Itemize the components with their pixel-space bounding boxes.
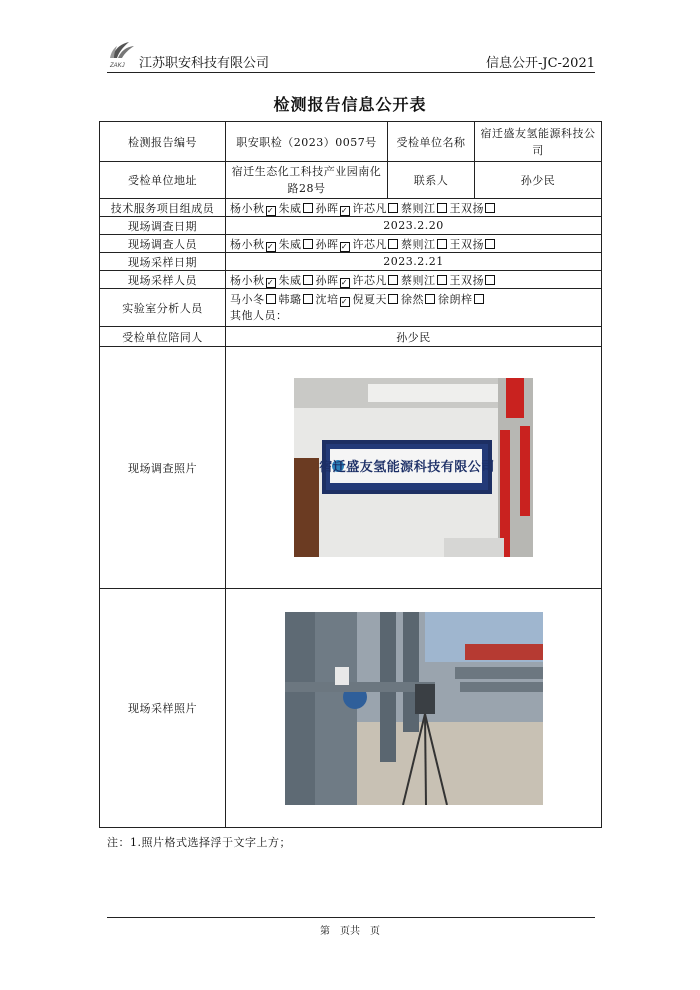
unchecked-box-icon [485,203,495,213]
staff-name: 倪夏天 [352,292,387,306]
escort-value: 孙少民 [226,327,602,347]
unchecked-box-icon [388,275,398,285]
staff-name: 杨小秋 [230,273,265,287]
unchecked-box-icon [485,239,495,249]
staff-name: 徐朗梓 [438,292,473,306]
escort-label: 受检单位陪同人 [100,327,226,347]
staff-name: 王双扬 [449,237,484,251]
sampling-photo-cell [226,589,602,828]
checked-box-icon: ✓ [340,205,349,215]
unchecked-box-icon [303,239,313,249]
staff-name: 朱威 [278,273,302,287]
unchecked-box-icon [388,239,398,249]
unchecked-box-icon [266,294,276,304]
checked-box-icon: ✓ [266,205,275,215]
unchecked-box-icon [474,294,484,304]
staff-name: 孙晖 [315,237,339,251]
lab-staff-list [230,292,597,308]
sampling-photo-label: 现场采样照片 [100,589,226,828]
client-name-label: 受检单位名称 [388,122,475,162]
staff-name: 杨小秋 [230,201,265,215]
staff-name: 蔡则江 [401,237,436,251]
staff-name: 许芯凡 [352,273,387,287]
survey-photo-cell [226,347,602,589]
team-label: 技术服务项目组成员 [100,199,226,217]
footer-divider [107,917,595,918]
staff-name: 孙晖 [315,273,339,287]
survey-photo-label: 现场调查照片 [100,347,226,589]
contact-label: 联系人 [388,162,475,199]
staff-name: 韩璐 [278,292,302,306]
staff-name: 徐然 [401,292,424,306]
unchecked-box-icon [303,203,313,213]
address-value: 宿迁生态化工科技产业园南化路28号 [226,162,388,199]
company-name: 江苏职安科技有限公司 [139,56,270,71]
team-members [226,199,602,217]
staff-name: 沈培 [315,292,339,306]
staff-name: 朱威 [278,237,302,251]
lab-staff [226,289,602,327]
unchecked-box-icon [437,275,447,285]
staff-name: 许芯凡 [352,237,387,251]
lab-label: 实验室分析人员 [100,289,226,327]
document-code: 信息公开-JC-2021 [485,56,595,71]
svg-text:ZAKJ: ZAKJ [110,63,125,69]
checked-box-icon: ✓ [266,277,275,287]
survey-date-label: 现场调查日期 [100,217,226,235]
staff-name: 蔡则江 [401,273,436,287]
staff-name: 马小冬 [230,292,265,306]
report-no-value: 职安职检（2023）0057号 [226,122,388,162]
page-header [107,34,595,72]
survey-photo [294,378,533,557]
sampling-date-label: 现场采样日期 [100,253,226,271]
staff-name: 王双扬 [449,273,484,287]
staff-name: 许芯凡 [352,201,387,215]
sampling-staff [226,271,602,289]
unchecked-box-icon [388,294,398,304]
checked-box-icon: ✓ [340,296,349,306]
report-no-label: 检测报告编号 [100,122,226,162]
survey-date-value: 2023.2.20 [226,217,602,235]
page-number: 第 页共 页 [320,926,380,937]
staff-name: 杨小秋 [230,237,265,251]
staff-name: 王双扬 [449,201,484,215]
sampling-staff-label: 现场采样人员 [100,271,226,289]
survey-staff [226,235,602,253]
info-table [99,121,602,828]
unchecked-box-icon [437,239,447,249]
checked-box-icon: ✓ [266,241,275,251]
staff-name: 孙晖 [315,201,339,215]
company-logo [107,34,137,70]
unchecked-box-icon [388,203,398,213]
header-divider [107,72,595,73]
staff-name: 蔡则江 [401,201,436,215]
sampling-photo [285,612,543,805]
checked-box-icon: ✓ [340,241,349,251]
contact-value: 孙少民 [475,162,602,199]
staff-name: 朱威 [278,201,302,215]
unchecked-box-icon [425,294,435,304]
unchecked-box-icon [437,203,447,213]
unchecked-box-icon [303,275,313,285]
footnote: 注：1.照片格式选择浮于文字上方； [107,836,291,849]
unchecked-box-icon [303,294,313,304]
client-name-value: 宿迁盛友氢能源科技公司 [475,122,602,162]
svg-text:宿迁盛友氢能源科技有限公司: 宿迁盛友氢能源科技有限公司 [319,460,495,475]
survey-staff-label: 现场调查人员 [100,235,226,253]
unchecked-box-icon [485,275,495,285]
others-label: 其他人员： [230,308,288,322]
page-title: 检测报告信息公开表 [273,95,427,114]
address-label: 受检单位地址 [100,162,226,199]
sampling-date-value: 2023.2.21 [226,253,602,271]
checked-box-icon: ✓ [340,277,349,287]
